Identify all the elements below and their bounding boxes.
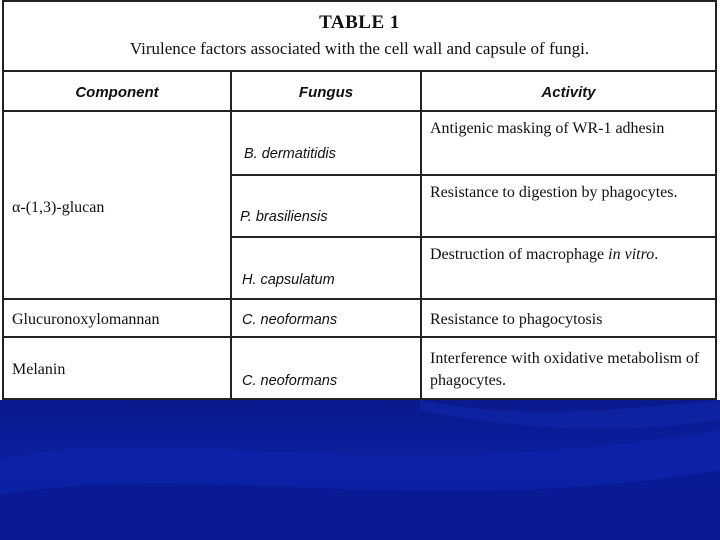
header-component: Component [75, 84, 159, 101]
row-rule [4, 298, 715, 300]
activity-cell: Resistance to phagocytosis [430, 311, 603, 328]
activity-cell: Resistance to digestion by phagocytes. [430, 184, 678, 201]
virulence-table [2, 0, 717, 400]
header-fungus: Fungus [298, 84, 354, 101]
component-cell: Glucuronoxylomannan [12, 311, 160, 328]
header-activity: Activity [541, 84, 596, 101]
band-wave-decoration [0, 400, 720, 540]
fungus-cell: H. capsulatum [242, 272, 335, 288]
column-rule [420, 72, 422, 398]
activity-cell [430, 244, 710, 266]
row-rule [232, 236, 715, 238]
table-title-area [4, 2, 715, 72]
fungus-cell: C. neoformans [242, 373, 338, 389]
activity-text: Destruction of macrophage [430, 246, 605, 263]
table-subtitle: Virulence factors associated with the cell wall and capsule of fungi. [129, 39, 590, 58]
activity-cell: Antigenic masking of WR-1 adhesin [430, 120, 665, 137]
slide-footer-band [0, 400, 720, 540]
activity-cell: Interference with oxidative metabolism of phagocytes. [430, 350, 700, 389]
fungus-cell: B. dermatitidis [244, 146, 336, 162]
table-grid [4, 72, 715, 398]
component-cell: α-(1,3)-glucan [12, 199, 105, 216]
table-title: TABLE 1 [319, 12, 400, 33]
component-cell: Melanin [12, 361, 66, 378]
row-rule [4, 336, 715, 338]
fungus-cell: P. brasiliensis [240, 209, 328, 225]
activity-text: . [654, 246, 659, 263]
header-rule [4, 110, 715, 112]
column-rule [230, 72, 232, 398]
activity-italic-text: in vitro [608, 246, 655, 263]
row-rule [232, 174, 715, 176]
fungus-cell: C. neoformans [242, 312, 338, 328]
